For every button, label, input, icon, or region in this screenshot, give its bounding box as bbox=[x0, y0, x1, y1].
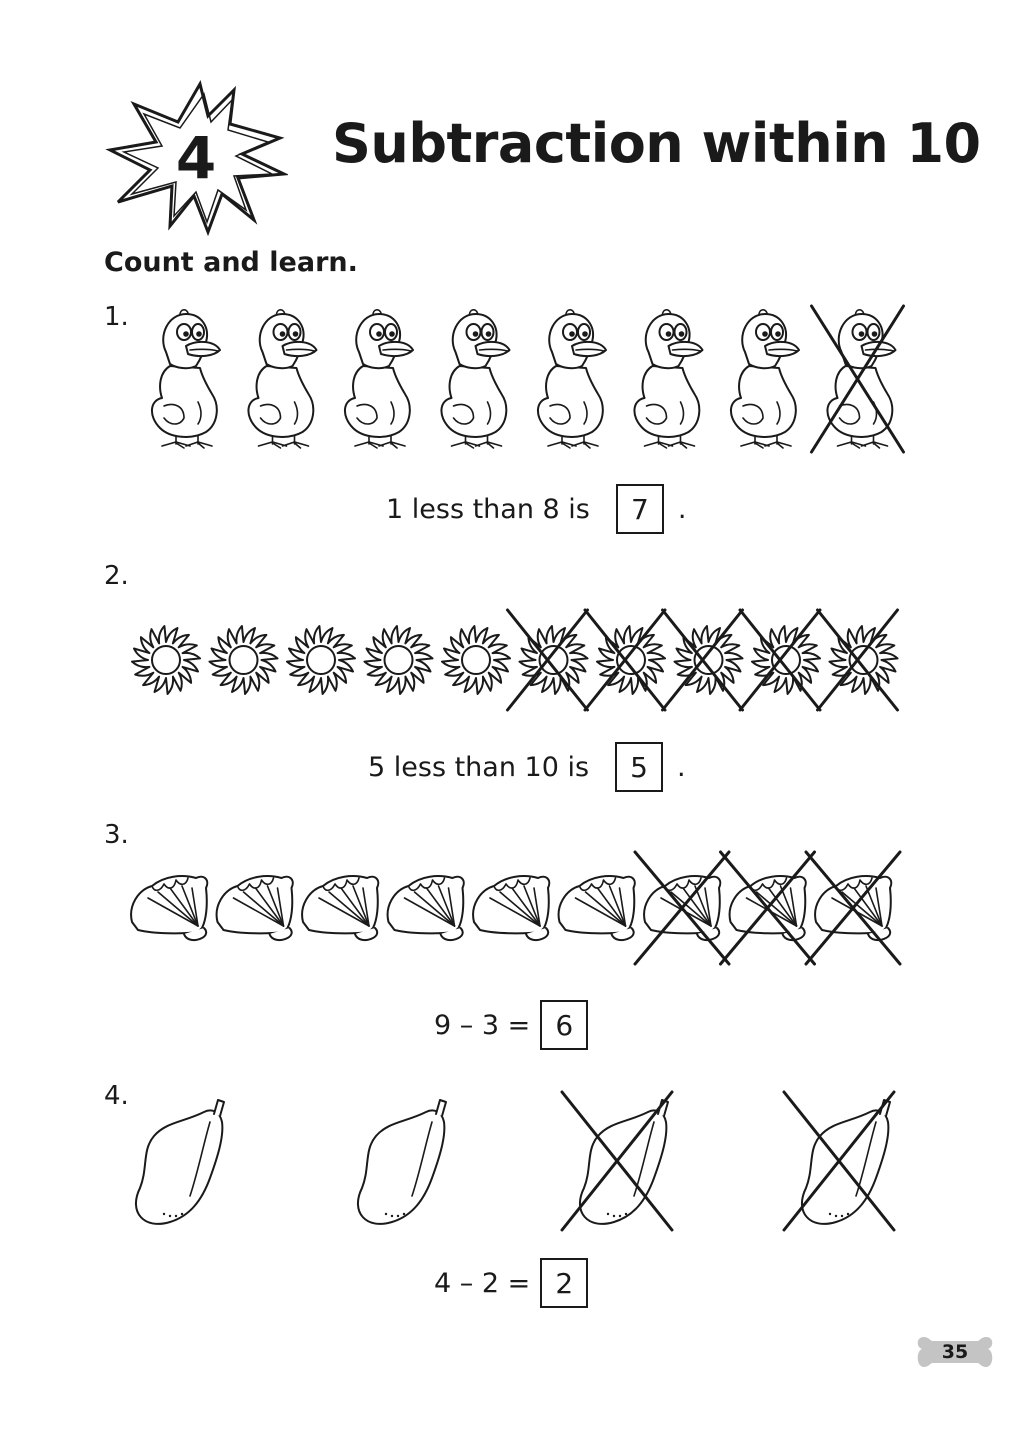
papaya-icon bbox=[562, 1092, 672, 1230]
duck-icon bbox=[345, 310, 413, 448]
question-1-number: 1. bbox=[104, 302, 129, 332]
question-3-sentence bbox=[434, 1000, 588, 1050]
shell-icon bbox=[635, 852, 729, 964]
question-2-end: . bbox=[677, 751, 686, 783]
question-1-pictures bbox=[130, 300, 920, 458]
page-number: 35 bbox=[941, 1341, 969, 1363]
question-1-end: . bbox=[677, 493, 687, 525]
shell-icon bbox=[721, 852, 815, 964]
question-1-sentence bbox=[386, 484, 686, 534]
shell-icon bbox=[806, 852, 900, 964]
question-2-sentence bbox=[368, 742, 686, 792]
shell-icon bbox=[473, 876, 549, 940]
question-4-answer-box[interactable]: 2 bbox=[540, 1258, 588, 1308]
duck-icon bbox=[152, 310, 220, 448]
question-3-number: 3. bbox=[104, 820, 129, 850]
papaya-icon bbox=[784, 1092, 894, 1230]
duck-icon bbox=[538, 310, 606, 448]
duck-icon bbox=[812, 306, 904, 452]
shell-icon bbox=[559, 876, 635, 940]
question-2-answer-box[interactable]: 5 bbox=[615, 742, 663, 792]
instruction-text: Count and learn. bbox=[104, 247, 358, 278]
duck-icon bbox=[248, 310, 316, 448]
papaya-icon bbox=[358, 1100, 446, 1224]
sun-icon bbox=[442, 626, 510, 694]
shell-icon bbox=[388, 876, 464, 940]
question-2-number: 2. bbox=[104, 561, 129, 591]
duck-icon bbox=[441, 310, 509, 448]
question-1-text: 1 less than 8 is bbox=[386, 493, 590, 525]
sun-icon bbox=[210, 626, 278, 694]
page-title: Subtraction within 10 bbox=[332, 112, 981, 175]
sun-icon bbox=[740, 610, 820, 710]
shell-icon bbox=[217, 876, 293, 940]
sun-icon bbox=[508, 610, 588, 710]
shell-icon bbox=[302, 876, 378, 940]
sun-icon bbox=[818, 610, 898, 710]
sun-icon bbox=[663, 610, 743, 710]
question-3-pictures bbox=[124, 848, 910, 966]
sun-icon bbox=[132, 626, 200, 694]
question-4-text: 4 – 2 = bbox=[434, 1267, 531, 1299]
sun-icon bbox=[287, 626, 355, 694]
sun-icon bbox=[365, 626, 433, 694]
question-3-text: 9 – 3 = bbox=[434, 1009, 531, 1041]
question-1-answer-box[interactable]: 7 bbox=[616, 484, 664, 534]
shell-icon bbox=[131, 876, 207, 940]
question-3-answer-box[interactable]: 6 bbox=[540, 1000, 588, 1050]
duck-icon bbox=[634, 310, 702, 448]
papaya-icon bbox=[136, 1100, 224, 1224]
chapter-number: 4 bbox=[175, 124, 217, 192]
question-2-text: 5 less than 10 is bbox=[368, 751, 590, 783]
question-4-pictures bbox=[124, 1086, 914, 1234]
question-4-sentence bbox=[434, 1258, 588, 1308]
duck-icon bbox=[731, 310, 799, 448]
question-2-pictures bbox=[124, 608, 910, 712]
question-4-number: 4. bbox=[104, 1081, 129, 1111]
sun-icon bbox=[585, 610, 665, 710]
